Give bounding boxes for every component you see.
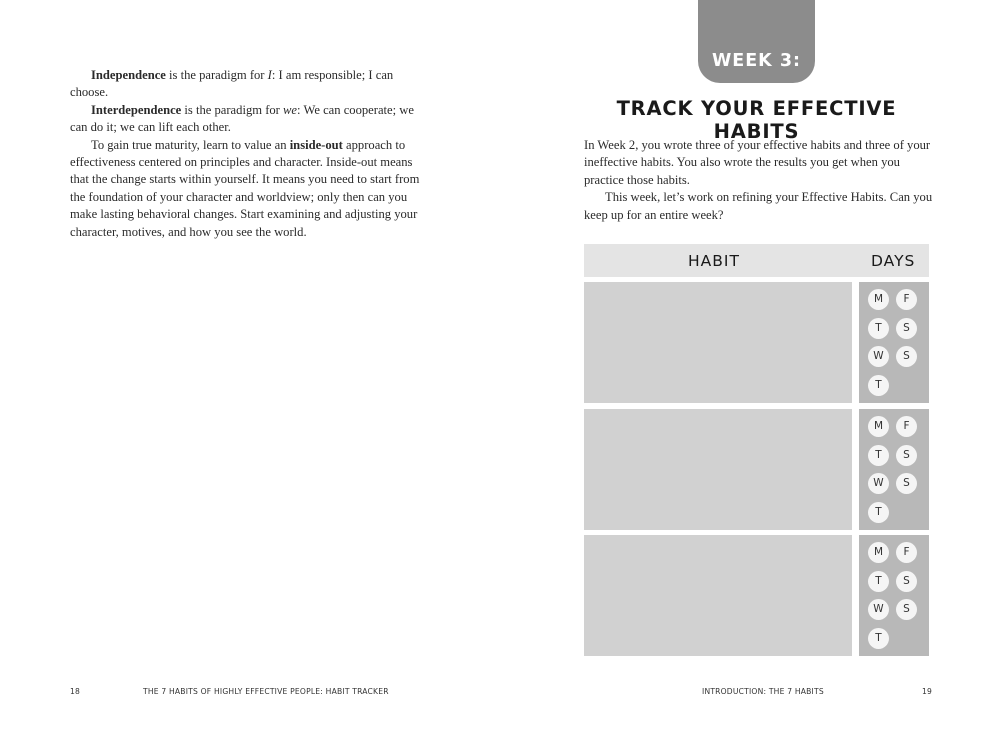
day-checkbox-wednesday[interactable]: W: [868, 599, 889, 620]
day-checkbox-monday[interactable]: M: [868, 542, 889, 563]
day-checkbox-thursday[interactable]: T: [868, 628, 889, 649]
day-checkbox-tuesday[interactable]: T: [868, 445, 889, 466]
text: : We can cooperate; we can do it; we can lift each other.: [70, 102, 414, 135]
paragraph-independence: [70, 67, 420, 102]
text: : I am responsible; I can choose.: [70, 68, 394, 100]
intro-paragraph: In Week 2, you wrote three of your effective habits and three of your ineffective habits. You also wrote the results you get when you practice those habits.: [584, 138, 931, 187]
term-inside-out: inside-out: [289, 137, 343, 152]
right-page: [500, 0, 1000, 750]
days-tracker-2: [859, 409, 929, 530]
text: To gain true maturity, learn to value an: [91, 137, 290, 152]
habit-column-header: HABIT: [688, 252, 740, 270]
tracker-header: [584, 244, 929, 277]
week-label: WEEK 3:: [711, 51, 802, 71]
days-column-header: DAYS: [871, 252, 916, 270]
text: approach to effectiveness centered on principles and character. Inside-out means that the change starts within yourself. It means you need to start from the foundation of your character and worldview; only then can you make lasting behavioral changes. Start examining and adjusting your character, motives, and how you see the world.: [70, 137, 420, 239]
paragraph-interdependence: [70, 102, 420, 137]
italic-term: we: [283, 102, 298, 117]
text: is the paradigm for: [181, 102, 284, 117]
day-checkbox-monday[interactable]: M: [868, 416, 889, 437]
day-checkbox-sunday[interactable]: S: [896, 346, 917, 367]
day-checkbox-tuesday[interactable]: T: [868, 571, 889, 592]
week-tab: [698, 0, 815, 83]
habit-entry-1[interactable]: [584, 282, 852, 403]
day-checkbox-friday[interactable]: F: [896, 289, 917, 310]
right-body-text: [584, 137, 934, 224]
day-checkbox-wednesday[interactable]: W: [868, 346, 889, 367]
day-checkbox-wednesday[interactable]: W: [868, 473, 889, 494]
text: is the paradigm for: [165, 68, 268, 82]
day-checkbox-saturday[interactable]: S: [896, 445, 917, 466]
days-tracker-1: [859, 282, 929, 403]
day-checkbox-monday[interactable]: M: [868, 289, 889, 310]
instruction-paragraph: This week, let’s work on refining your Effective Habits. Can you keep up for an entire week?: [584, 190, 933, 222]
day-checkbox-tuesday[interactable]: T: [868, 318, 889, 339]
right-running-head: INTRODUCTION: THE 7 HABITS: [702, 687, 824, 696]
day-checkbox-saturday[interactable]: S: [896, 571, 917, 592]
day-checkbox-sunday[interactable]: S: [896, 473, 917, 494]
habit-entry-2[interactable]: [584, 409, 852, 530]
term-interdependence: Interdependence: [91, 102, 182, 117]
habit-tracker-table: [584, 244, 929, 655]
left-body-text: [70, 67, 420, 241]
day-checkbox-friday[interactable]: F: [896, 416, 917, 437]
page-title: TRACK YOUR EFFECTIVE HABITS: [616, 97, 897, 143]
day-checkbox-saturday[interactable]: S: [896, 318, 917, 339]
day-checkbox-sunday[interactable]: S: [896, 599, 917, 620]
paragraph-inside-out: [70, 137, 420, 241]
left-page-number: 18: [70, 687, 81, 696]
habit-entry-3[interactable]: [584, 535, 852, 656]
day-checkbox-thursday[interactable]: T: [868, 502, 889, 523]
italic-term: I: [267, 68, 272, 82]
day-checkbox-thursday[interactable]: T: [868, 375, 889, 396]
right-page-number: 19: [922, 687, 933, 696]
term-independence: Independence: [91, 68, 166, 82]
left-running-head: THE 7 HABITS OF HIGHLY EFFECTIVE PEOPLE: HABIT TRACKER: [143, 687, 389, 696]
days-tracker-3: [859, 535, 929, 656]
day-checkbox-friday[interactable]: F: [896, 542, 917, 563]
